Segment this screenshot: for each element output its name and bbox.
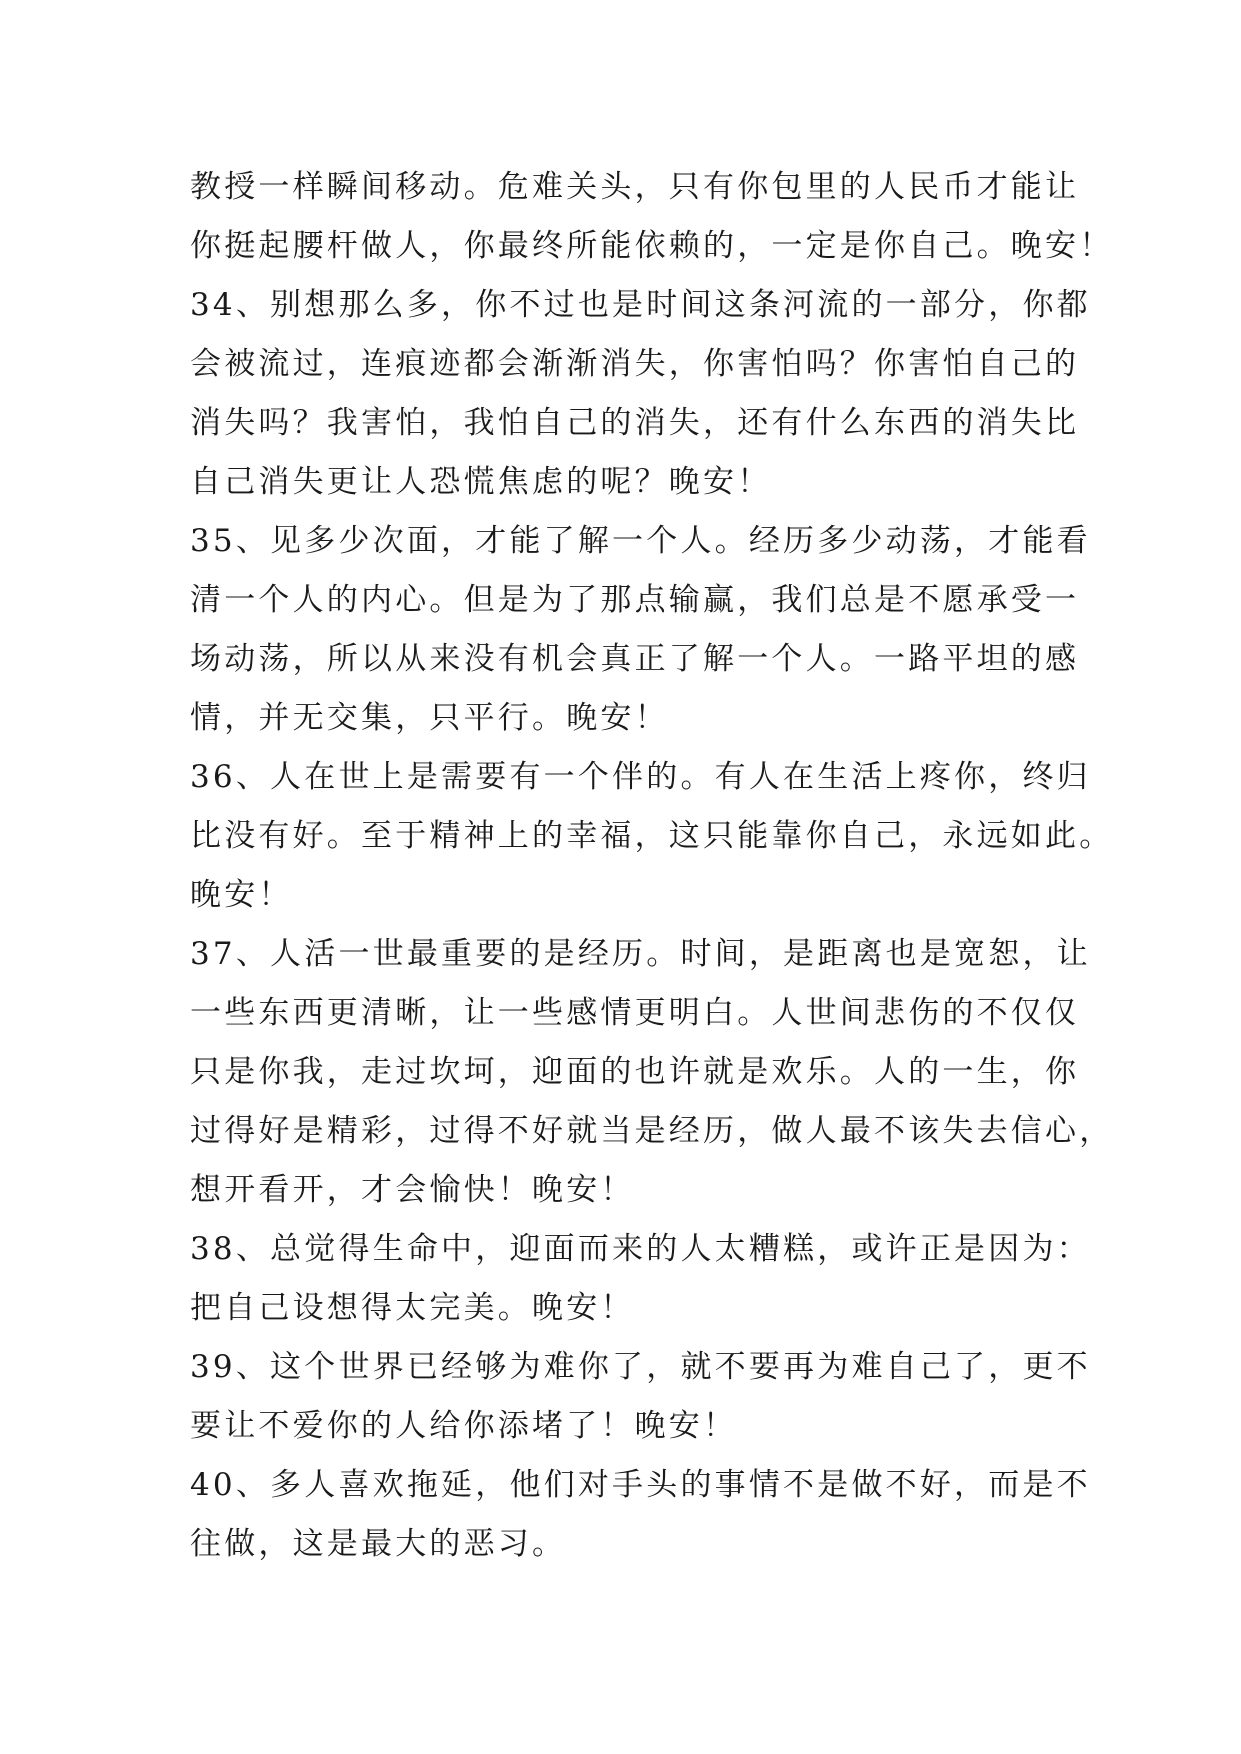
text-line: 场动荡，所以从来没有机会真正了解一个人。一路平坦的感	[190, 641, 1080, 677]
text-line: 一些东西更清晰，让一些感情更明白。人世间悲伤的不仅仅	[190, 995, 1080, 1031]
text-line: 35、见多少次面，才能了解一个人。经历多少动荡，才能看	[190, 523, 1091, 559]
text-line: 消失吗？我害怕，我怕自己的消失，还有什么东西的消失比	[190, 405, 1080, 441]
text-line: 会被流过，连痕迹都会渐渐消失，你害怕吗？你害怕自己的	[190, 346, 1080, 382]
text-line: 40、多人喜欢拖延，他们对手头的事情不是做不好，而是不	[190, 1467, 1091, 1503]
text-line: 往做，这是最大的恶习。	[190, 1526, 567, 1562]
text-line: 39、这个世界已经够为难你了，就不要再为难自己了，更不	[190, 1349, 1091, 1385]
text-line: 想开看开，才会愉快！晚安！	[190, 1172, 635, 1208]
document-body	[190, 158, 1114, 1574]
text-line: 38、总觉得生命中，迎面而来的人太糟糕，或许正是因为：	[190, 1231, 1091, 1267]
text-line: 比没有好。至于精神上的幸福，这只能靠你自己，永远如此。	[190, 818, 1114, 854]
text-line: 要让不爱你的人给你添堵了！晚安！	[190, 1408, 738, 1444]
text-line: 把自己设想得太完美。晚安！	[190, 1290, 635, 1326]
text-line: 清一个人的内心。但是为了那点输赢，我们总是不愿承受一	[190, 582, 1080, 618]
text-line: 36、人在世上是需要有一个伴的。有人在生活上疼你，终归	[190, 759, 1091, 795]
text-line: 你挺起腰杆做人，你最终所能依赖的，一定是你自己。晚安！	[190, 228, 1114, 264]
text-line: 34、别想那么多，你不过也是时间这条河流的一部分，你都	[190, 287, 1091, 323]
text-line: 只是你我，走过坎坷，迎面的也许就是欢乐。人的一生，你	[190, 1054, 1080, 1090]
text-line: 37、人活一世最重要的是经历。时间，是距离也是宽恕，让	[190, 936, 1091, 972]
text-line: 自己消失更让人恐慌焦虑的呢？晚安！	[190, 464, 772, 500]
text-line: 教授一样瞬间移动。危难关头，只有你包里的人民币才能让	[190, 169, 1080, 205]
text-line: 过得好是精彩，过得不好就当是经历，做人最不该失去信心，	[190, 1113, 1114, 1149]
text-line: 晚安！	[190, 877, 293, 913]
text-line: 情，并无交集，只平行。晚安！	[190, 700, 669, 736]
